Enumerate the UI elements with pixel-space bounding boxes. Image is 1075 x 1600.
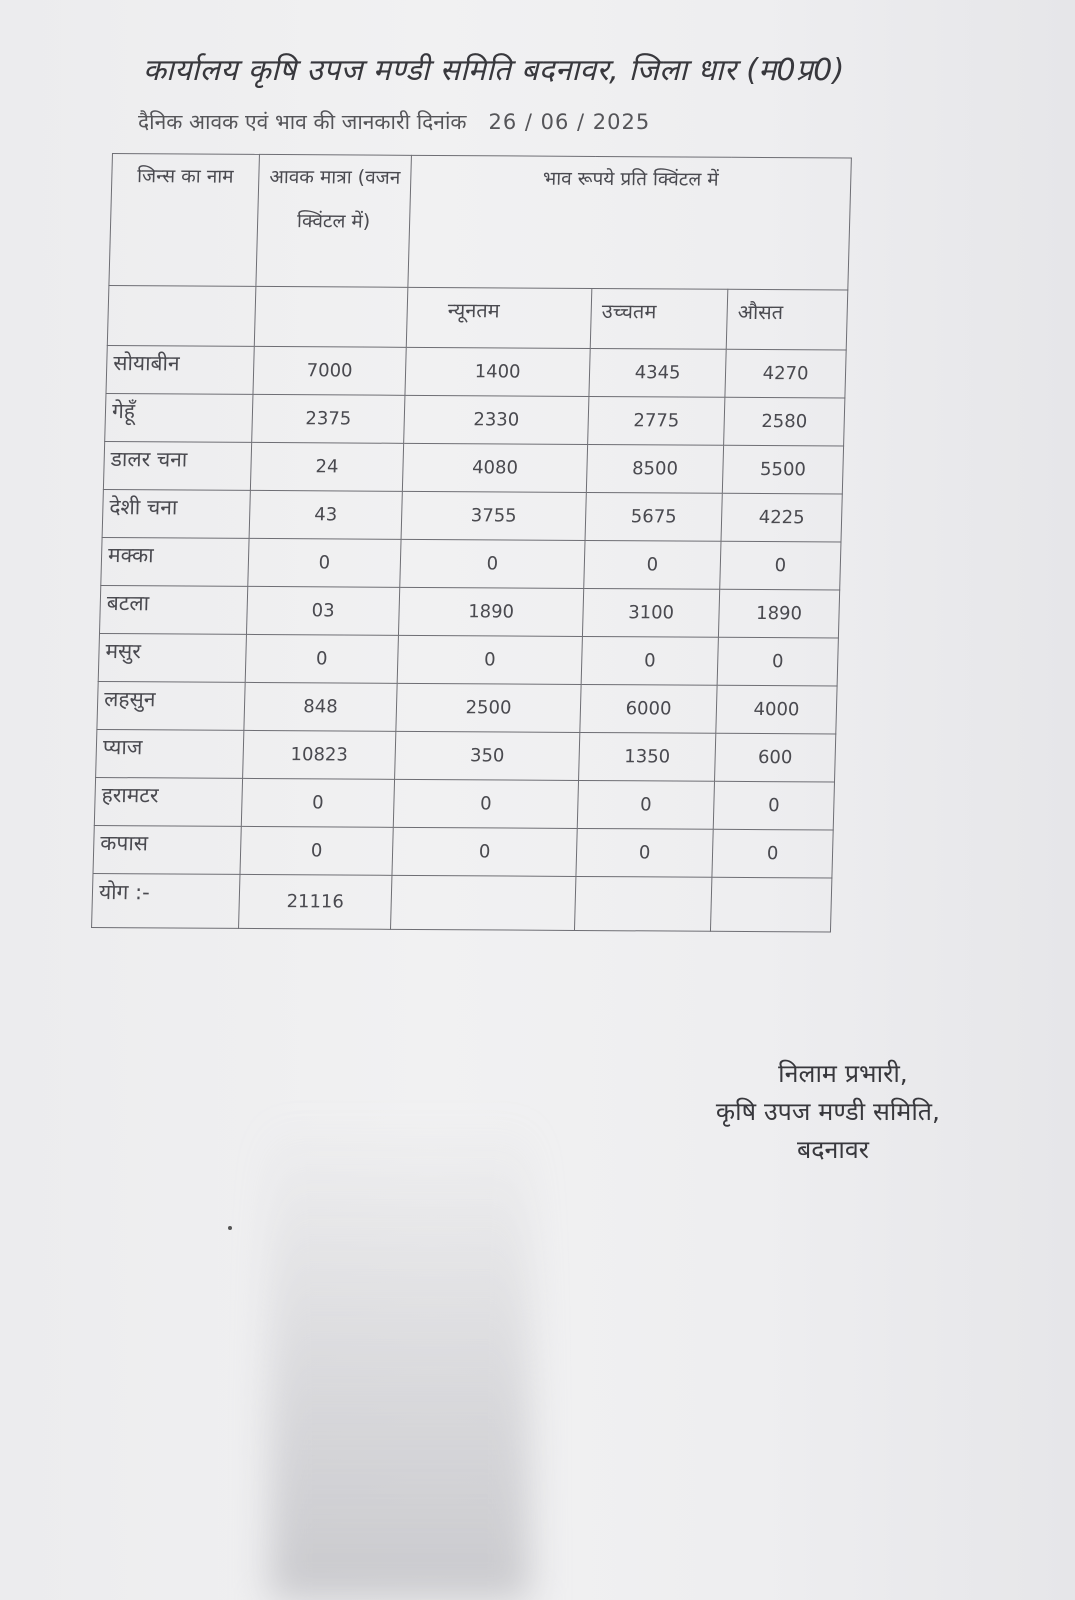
table-row <box>97 681 837 734</box>
min-price: 4080 <box>402 443 587 492</box>
subheader-empty-2 <box>254 286 408 347</box>
min-price: 0 <box>393 779 578 828</box>
signature-line-1: निलाम प्रभारी, <box>778 1059 908 1088</box>
arrival-qty: 0 <box>240 826 393 875</box>
commodity-name: बटला <box>99 585 247 634</box>
min-price: 350 <box>395 731 580 780</box>
avg-price: 4270 <box>725 349 846 398</box>
avg-price: 1890 <box>718 589 839 638</box>
report-date: 26 / 06 / 2025 <box>488 110 651 134</box>
avg-price: 5500 <box>722 445 843 494</box>
max-price: 6000 <box>580 684 717 733</box>
commodity-name: लहसुन <box>97 681 245 730</box>
commodity-name: कपास <box>93 825 241 874</box>
commodity-name: हरामटर <box>94 777 242 826</box>
table-row <box>96 729 836 782</box>
min-price: 0 <box>392 827 577 876</box>
avg-price: 2580 <box>724 397 845 446</box>
arrival-qty: 0 <box>241 778 394 827</box>
max-price: 5675 <box>585 492 722 541</box>
arrival-qty: 0 <box>245 634 398 683</box>
min-price: 0 <box>400 539 585 588</box>
min-price: 2330 <box>404 395 589 444</box>
avg-price: 0 <box>717 637 838 686</box>
table-row <box>103 441 843 494</box>
commodity-name: सोयाबीन <box>106 345 254 394</box>
total-label: योग :- <box>92 873 240 928</box>
commodity-name: मसुर <box>98 633 246 682</box>
commodity-name: गेहूँ <box>105 393 253 442</box>
table-row <box>98 633 838 686</box>
table-row <box>93 825 833 878</box>
commodity-name: प्याज <box>96 729 244 778</box>
avg-price: 4000 <box>716 685 837 734</box>
min-price: 3755 <box>401 491 586 540</box>
header-min: न्यूनतम <box>406 287 592 348</box>
min-price: 0 <box>397 635 582 684</box>
signature-line-3: बदनावर <box>796 1135 869 1164</box>
subheader-row <box>107 286 848 351</box>
arrival-qty: 03 <box>246 586 399 635</box>
table-row <box>106 345 846 398</box>
rates-table <box>91 153 852 933</box>
total-arrival: 21116 <box>239 874 392 929</box>
avg-price: 0 <box>712 829 833 878</box>
header-arrival: आवक मात्रा (वजन क्विंटल में) <box>256 154 412 287</box>
arrival-qty: 7000 <box>253 346 406 395</box>
avg-price: 0 <box>720 541 841 590</box>
max-price: 0 <box>581 636 718 685</box>
table-row <box>105 393 845 446</box>
max-price: 3100 <box>582 588 719 637</box>
avg-price: 600 <box>715 733 836 782</box>
arrival-qty: 10823 <box>243 730 396 779</box>
subheader-empty-1 <box>107 286 256 347</box>
avg-price: 0 <box>713 781 834 830</box>
table-row <box>102 489 842 542</box>
min-price: 2500 <box>396 683 581 732</box>
header-max: उच्चतम <box>590 288 728 349</box>
total-row <box>92 873 832 932</box>
max-price: 8500 <box>586 444 723 493</box>
total-empty-min <box>391 875 576 930</box>
table-row <box>99 585 839 638</box>
max-price: 0 <box>576 828 713 877</box>
avg-price: 4225 <box>721 493 842 542</box>
max-price: 0 <box>584 540 721 589</box>
signature-block <box>716 1055 940 1169</box>
total-empty-max <box>575 876 712 931</box>
table-row <box>94 777 834 830</box>
header-commodity: जिन्स का नाम <box>109 154 260 287</box>
min-price: 1400 <box>405 347 590 396</box>
header-avg: औसत <box>726 289 848 350</box>
max-price: 1350 <box>579 732 716 781</box>
subtitle-label: दैनिक आवक एवं भाव की जानकारी दिनांक <box>138 110 467 134</box>
arrival-qty: 0 <box>248 538 401 587</box>
header-price-group: भाव रूपये प्रति क्विंटल में <box>408 155 852 290</box>
arrival-qty: 43 <box>249 490 402 539</box>
max-price: 2775 <box>588 396 725 445</box>
table-body <box>93 345 846 878</box>
min-price: 1890 <box>398 587 583 636</box>
paper-speck <box>228 1226 232 1230</box>
document-subtitle <box>138 108 650 136</box>
shadow <box>270 1120 530 1600</box>
commodity-name: देशी चना <box>102 489 250 538</box>
commodity-name: मक्का <box>101 537 249 586</box>
document-title: कार्यालय कृषि उपज मण्डी समिति बदनावर, जिला धार (म0प्र0) <box>143 53 845 88</box>
arrival-qty: 2375 <box>252 394 405 443</box>
signature-line-2: कृषि उपज मण्डी समिति, <box>715 1097 940 1126</box>
header-row <box>109 154 851 291</box>
arrival-qty: 24 <box>250 442 403 491</box>
max-price: 0 <box>577 780 714 829</box>
arrival-qty: 848 <box>244 682 397 731</box>
total-empty-avg <box>711 877 832 932</box>
commodity-name: डालर चना <box>103 441 251 490</box>
table-row <box>101 537 841 590</box>
max-price: 4345 <box>589 348 726 397</box>
